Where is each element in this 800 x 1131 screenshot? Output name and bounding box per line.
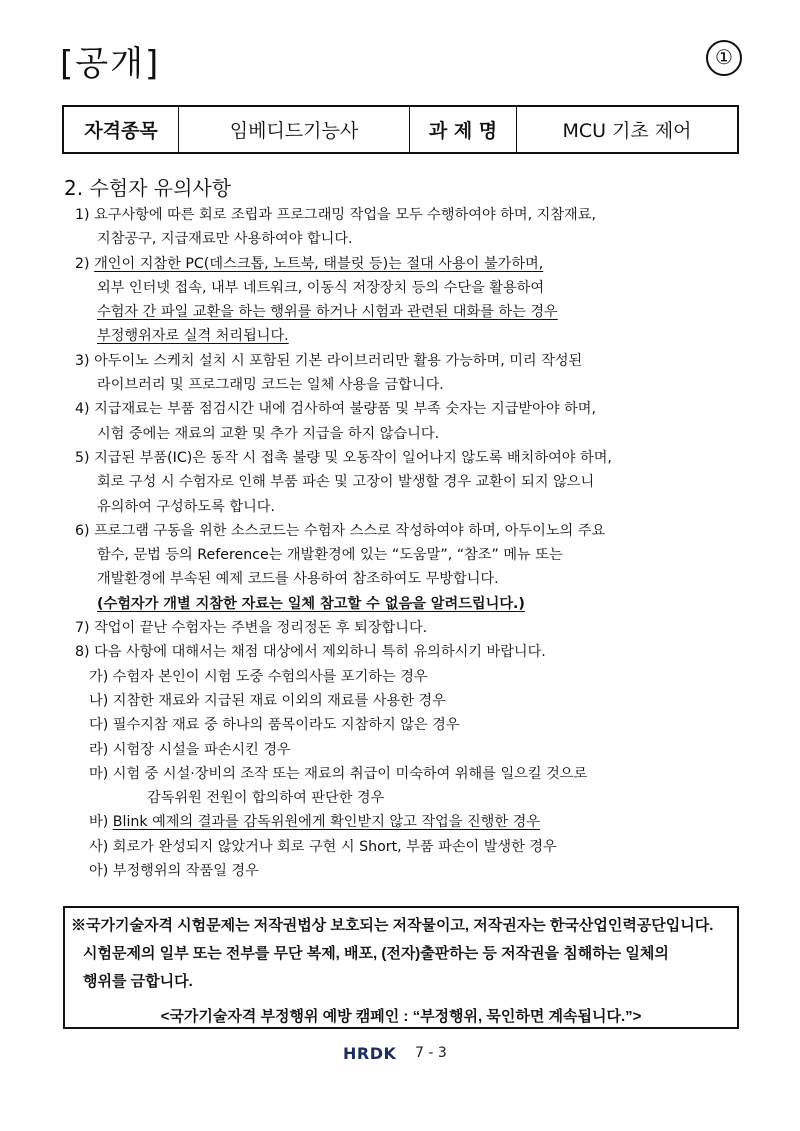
list-item: 1) 요구사항에 따른 회로 조립과 프로그래밍 작업을 모두 수행하여야 하며, 지참재료, xyxy=(75,207,596,223)
list-item-continuation: 회로 구성 시 수험자로 인해 부품 파손 및 고장이 발생할 경우 교환이 되지 않으니 xyxy=(97,474,595,491)
task-value: MCU 기초 제어 xyxy=(517,106,739,153)
sub-item: 마) 시험 중 시설·장비의 조작 또는 재료의 취급이 미숙하여 위해를 일으킬 것으로 xyxy=(89,765,588,782)
list-item-number: 2) xyxy=(75,255,95,272)
page-circle-number: ① xyxy=(706,40,742,76)
sub-item: 아) 부정행위의 작품일 경우 xyxy=(89,863,259,880)
sub-item: 다) 필수지참 재료 중 하나의 품목이라도 지참하지 않은 경우 xyxy=(89,717,460,734)
list-item-continuation: 유의하여 구성하도록 합니다. xyxy=(97,498,275,515)
copyright-notice-box xyxy=(63,906,739,1029)
copyright-notice-line: 시험문제의 일부 또는 전부를 무단 복제, 배포, (전자)출판하는 등 저작권을 침해하는 일체의 xyxy=(83,945,669,962)
info-table xyxy=(62,105,739,154)
emphasis-text: 수험자 간 파일 교환을 하는 행위를 하거나 시험과 관련된 대화를 하는 경우 xyxy=(97,304,558,321)
sub-item-number: 바) xyxy=(89,814,113,831)
emphasis-text: 부정행위자로 실격 처리됩니다. xyxy=(97,328,289,345)
list-item: 3) 아두이노 스케치 설치 시 포함된 기본 라이브러리만 활용 가능하며, 미리 작성된 xyxy=(75,352,583,369)
list-item xyxy=(75,252,765,276)
sub-item: 라) 시험장 시설을 파손시킨 경우 xyxy=(89,741,291,758)
campaign-slogan: <국가기술자격 부정행위 예방 캠페인 : “부정행위, 묵인하면 계속됩니다.”> xyxy=(160,1008,642,1025)
page-number: 7 - 3 xyxy=(415,1045,447,1061)
qualification-label: 자격종목 xyxy=(63,106,179,153)
qualification-value: 임베디드기능사 xyxy=(179,106,410,153)
list-item-continuation: 개발환경에 부속된 예제 코드를 사용하여 참조하여도 무방합니다. xyxy=(97,571,499,588)
instructions-list xyxy=(75,203,765,883)
list-item-continuation: 외부 인터넷 접속, 내부 네트워크, 이동식 저장장치 등의 수단을 활용하여 xyxy=(97,279,545,296)
sub-item: 사) 회로가 완성되지 않았거나 회로 구현 시 Short, 부품 파손이 발생한 경우 xyxy=(89,838,557,855)
emphasis-text: Blink 예제의 결과를 감독위원에게 확인받지 않고 작업을 진행한 경우 xyxy=(112,814,541,831)
list-item: 6) 프로그램 구동을 위한 소스코드는 수험자 스스로 작성하여야 하며, 아두이노의 주요 xyxy=(75,522,606,539)
list-item: 5) 지급된 부품(IC)은 동작 시 접촉 불량 및 오동작이 일어나지 않도록 배치하여야 하며, xyxy=(75,449,612,466)
sub-item: 가) 수험자 본인이 시험 도중 수험의사를 포기하는 경우 xyxy=(89,668,428,685)
emphasis-text: (수험자가 개별 지참한 자료는 일체 참고할 수 없음을 알려드립니다.) xyxy=(97,595,525,612)
list-item-continuation: 지참공구, 지급재료만 사용하여야 합니다. xyxy=(97,231,353,248)
list-item-continuation: 라이브러리 및 프로그래밍 코드는 일체 사용을 금합니다. xyxy=(97,377,444,394)
section-title: 2. 수험자 유의사항 xyxy=(64,176,232,200)
list-item: 4) 지급재료는 부품 점검시간 내에 검사하여 불량품 및 부족 숫자는 지급받아야 하며, xyxy=(75,401,596,418)
list-item-continuation: 시험 중에는 재료의 교환 및 추가 지급을 하지 않습니다. xyxy=(97,425,440,442)
sub-item-continuation: 감독위원 전원이 합의하여 판단한 경우 xyxy=(147,790,385,807)
list-item-continuation: 함수, 문법 등의 Reference는 개발환경에 있는 “도움말”, “참조” 메뉴 또는 xyxy=(97,547,563,564)
emphasis-text: 개인이 지참한 PC(데스크톱, 노트북, 태블릿 등)는 절대 사용이 불가하며, xyxy=(94,255,544,272)
sub-item xyxy=(75,810,765,834)
document-label: [공개] xyxy=(60,44,161,84)
copyright-notice-line: ※국가기술자격 시험문제는 저작권법상 보호되는 저작물이고, 저작권자는 한국산업인력공단입니다. xyxy=(71,917,714,934)
hrdk-logo: HRDK xyxy=(343,1044,397,1063)
copyright-notice-line: 행위를 금합니다. xyxy=(83,973,193,990)
task-label: 과 제 명 xyxy=(410,106,517,153)
list-item: 7) 작업이 끝난 수험자는 주변을 정리정돈 후 퇴장합니다. xyxy=(75,620,428,637)
list-item: 8) 다음 사항에 대해서는 채점 대상에서 제외하니 특히 유의하시기 바랍니다. xyxy=(75,644,546,661)
sub-item: 나) 지참한 재료와 지급된 재료 이외의 재료를 사용한 경우 xyxy=(89,692,446,709)
